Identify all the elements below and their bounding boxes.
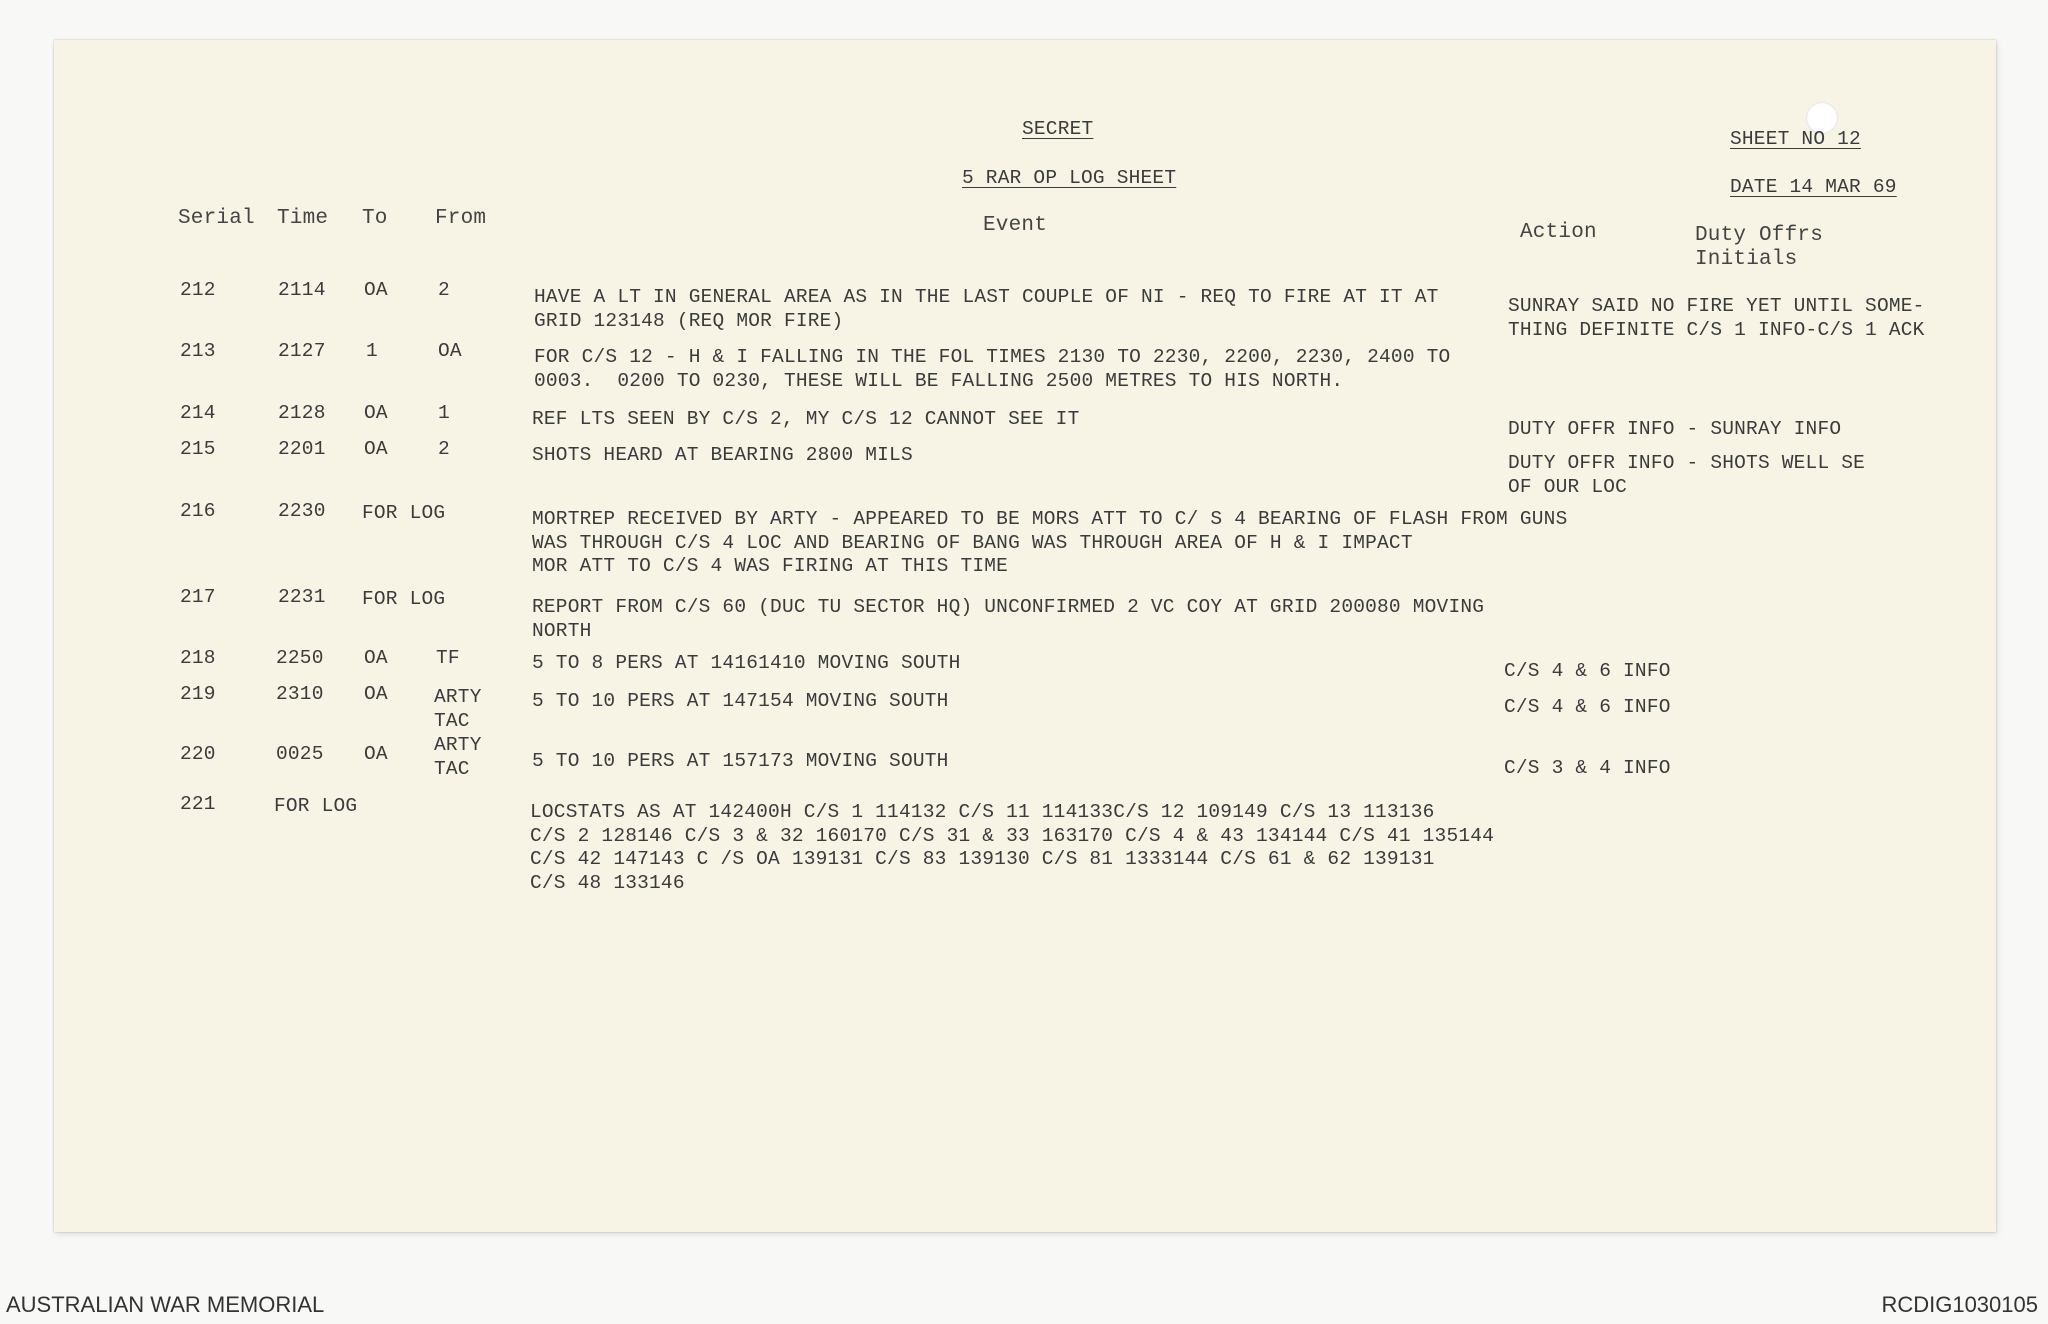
entry-to: OA xyxy=(364,279,388,301)
entry-serial: 221 xyxy=(180,793,216,815)
entry-event: 5 TO 8 PERS AT 14161410 MOVING SOUTH xyxy=(532,652,961,674)
column-header-serial: Serial xyxy=(178,207,255,230)
entry-event: LOCSTATS AS AT 142400H C/S 1 114132 C/S 11 114133C/S 12 109149 C/S 13 113136 C/S 2 128146 C/S 3 & 32 160170 C/S 31 & 33 163170 C/S 4 & 43 134144 C/S 41 135144 C/S 42 147143 C /S OA 139131 C/S 83 139130 C/S 81 1333144 C/S 61 & 62 139131 C/S 48 133146 xyxy=(530,801,1495,894)
entry-from: ARTY TAC xyxy=(434,734,482,780)
entry-from: ARTY TAC xyxy=(434,686,482,732)
entry-serial: 215 xyxy=(180,438,216,460)
entry-event: FOR C/S 12 - H & I FALLING IN THE FOL TIMES 2130 TO 2230, 2200, 2230, 2400 TO 0003. 0200 TO 0230, THESE WILL BE FALLING 2500 METRES TO HIS NORTH. xyxy=(534,346,1451,392)
column-header-action: Action xyxy=(1520,221,1597,244)
column-header-to: To xyxy=(362,207,388,230)
column-header-event: Event xyxy=(983,214,1048,237)
entry-to: OA xyxy=(364,743,388,765)
entry-event: SHOTS HEARD AT BEARING 2800 MILS xyxy=(532,444,913,466)
entry-time: 2201 xyxy=(278,438,326,460)
entry-to: OA xyxy=(364,402,388,424)
entry-from: 1 xyxy=(438,402,450,424)
entry-serial: 218 xyxy=(180,647,216,669)
entry-event: HAVE A LT IN GENERAL AREA AS IN THE LAST COUPLE OF NI - REQ TO FIRE AT IT AT GRID 123148 (REQ MOR FIRE) xyxy=(534,286,1439,332)
entry-action: C/S 4 & 6 INFO xyxy=(1504,696,1671,718)
log-sheet-title: 5 RAR OP LOG SHEET xyxy=(962,167,1177,189)
classification-marking: SECRET xyxy=(1022,118,1094,140)
column-header-time: Time xyxy=(277,207,329,230)
entry-time: 2231 xyxy=(278,586,326,608)
entry-from: TF xyxy=(436,647,460,669)
entry-to: FOR LOG xyxy=(362,502,446,524)
entry-to: OA xyxy=(364,647,388,669)
archive-reference-id: RCDIG1030105 xyxy=(1881,1292,2038,1317)
entry-to: OA xyxy=(364,438,388,460)
entry-to: FOR LOG xyxy=(362,588,446,610)
entry-time: 2128 xyxy=(278,402,326,424)
entry-action: SUNRAY SAID NO FIRE YET UNTIL SOME- THING DEFINITE C/S 1 INFO-C/S 1 ACK xyxy=(1508,295,1925,341)
entry-serial: 220 xyxy=(180,743,216,765)
entry-time: 0025 xyxy=(276,743,324,765)
entry-action: C/S 3 & 4 INFO xyxy=(1504,757,1671,779)
entry-time: FOR LOG xyxy=(274,795,358,817)
entry-action: C/S 4 & 6 INFO xyxy=(1504,660,1671,682)
archive-credit: AUSTRALIAN WAR MEMORIAL xyxy=(6,1292,325,1317)
entry-serial: 212 xyxy=(180,279,216,301)
entry-event: 5 TO 10 PERS AT 147154 MOVING SOUTH xyxy=(532,690,949,712)
entry-serial: 213 xyxy=(180,340,216,362)
entry-time: 2310 xyxy=(276,683,324,705)
entry-to: 1 xyxy=(366,340,378,362)
entry-serial: 219 xyxy=(180,683,216,705)
entry-time: 2114 xyxy=(278,279,326,301)
entry-event: REPORT FROM C/S 60 (DUC TU SECTOR HQ) UNCONFIRMED 2 VC COY AT GRID 200080 MOVING NORTH xyxy=(532,596,1485,642)
entry-time: 2230 xyxy=(278,500,326,522)
entry-serial: 216 xyxy=(180,500,216,522)
entry-event: MORTREP RECEIVED BY ARTY - APPEARED TO BE MORS ATT TO C/ S 4 BEARING OF FLASH FROM GUNS WAS THROUGH C/S 4 LOC AND BEARING OF BANG WAS THROUGH AREA OF H & I IMPACT MOR ATT TO C/S 4 WAS FIRING AT THIS TIME xyxy=(532,508,1568,577)
entry-to: OA xyxy=(364,683,388,705)
entry-event: REF LTS SEEN BY C/S 2, MY C/S 12 CANNOT SEE IT xyxy=(532,408,1080,430)
entry-from: 2 xyxy=(438,438,450,460)
entry-serial: 214 xyxy=(180,402,216,424)
entry-from: 2 xyxy=(438,279,450,301)
sheet-number: SHEET NO 12 xyxy=(1730,128,1861,150)
entry-action: DUTY OFFR INFO - SUNRAY INFO xyxy=(1508,418,1842,440)
column-header-from: From xyxy=(435,207,487,230)
entry-event: 5 TO 10 PERS AT 157173 MOVING SOUTH xyxy=(532,750,949,772)
sheet-date: DATE 14 MAR 69 xyxy=(1730,176,1897,198)
entry-action: DUTY OFFR INFO - SHOTS WELL SE OF OUR LOC xyxy=(1508,452,1866,498)
entry-time: 2127 xyxy=(278,340,326,362)
entry-time: 2250 xyxy=(276,647,324,669)
entry-serial: 217 xyxy=(180,586,216,608)
column-header-initials: Duty Offrs Initials xyxy=(1695,224,1824,271)
entry-from: OA xyxy=(438,340,462,362)
